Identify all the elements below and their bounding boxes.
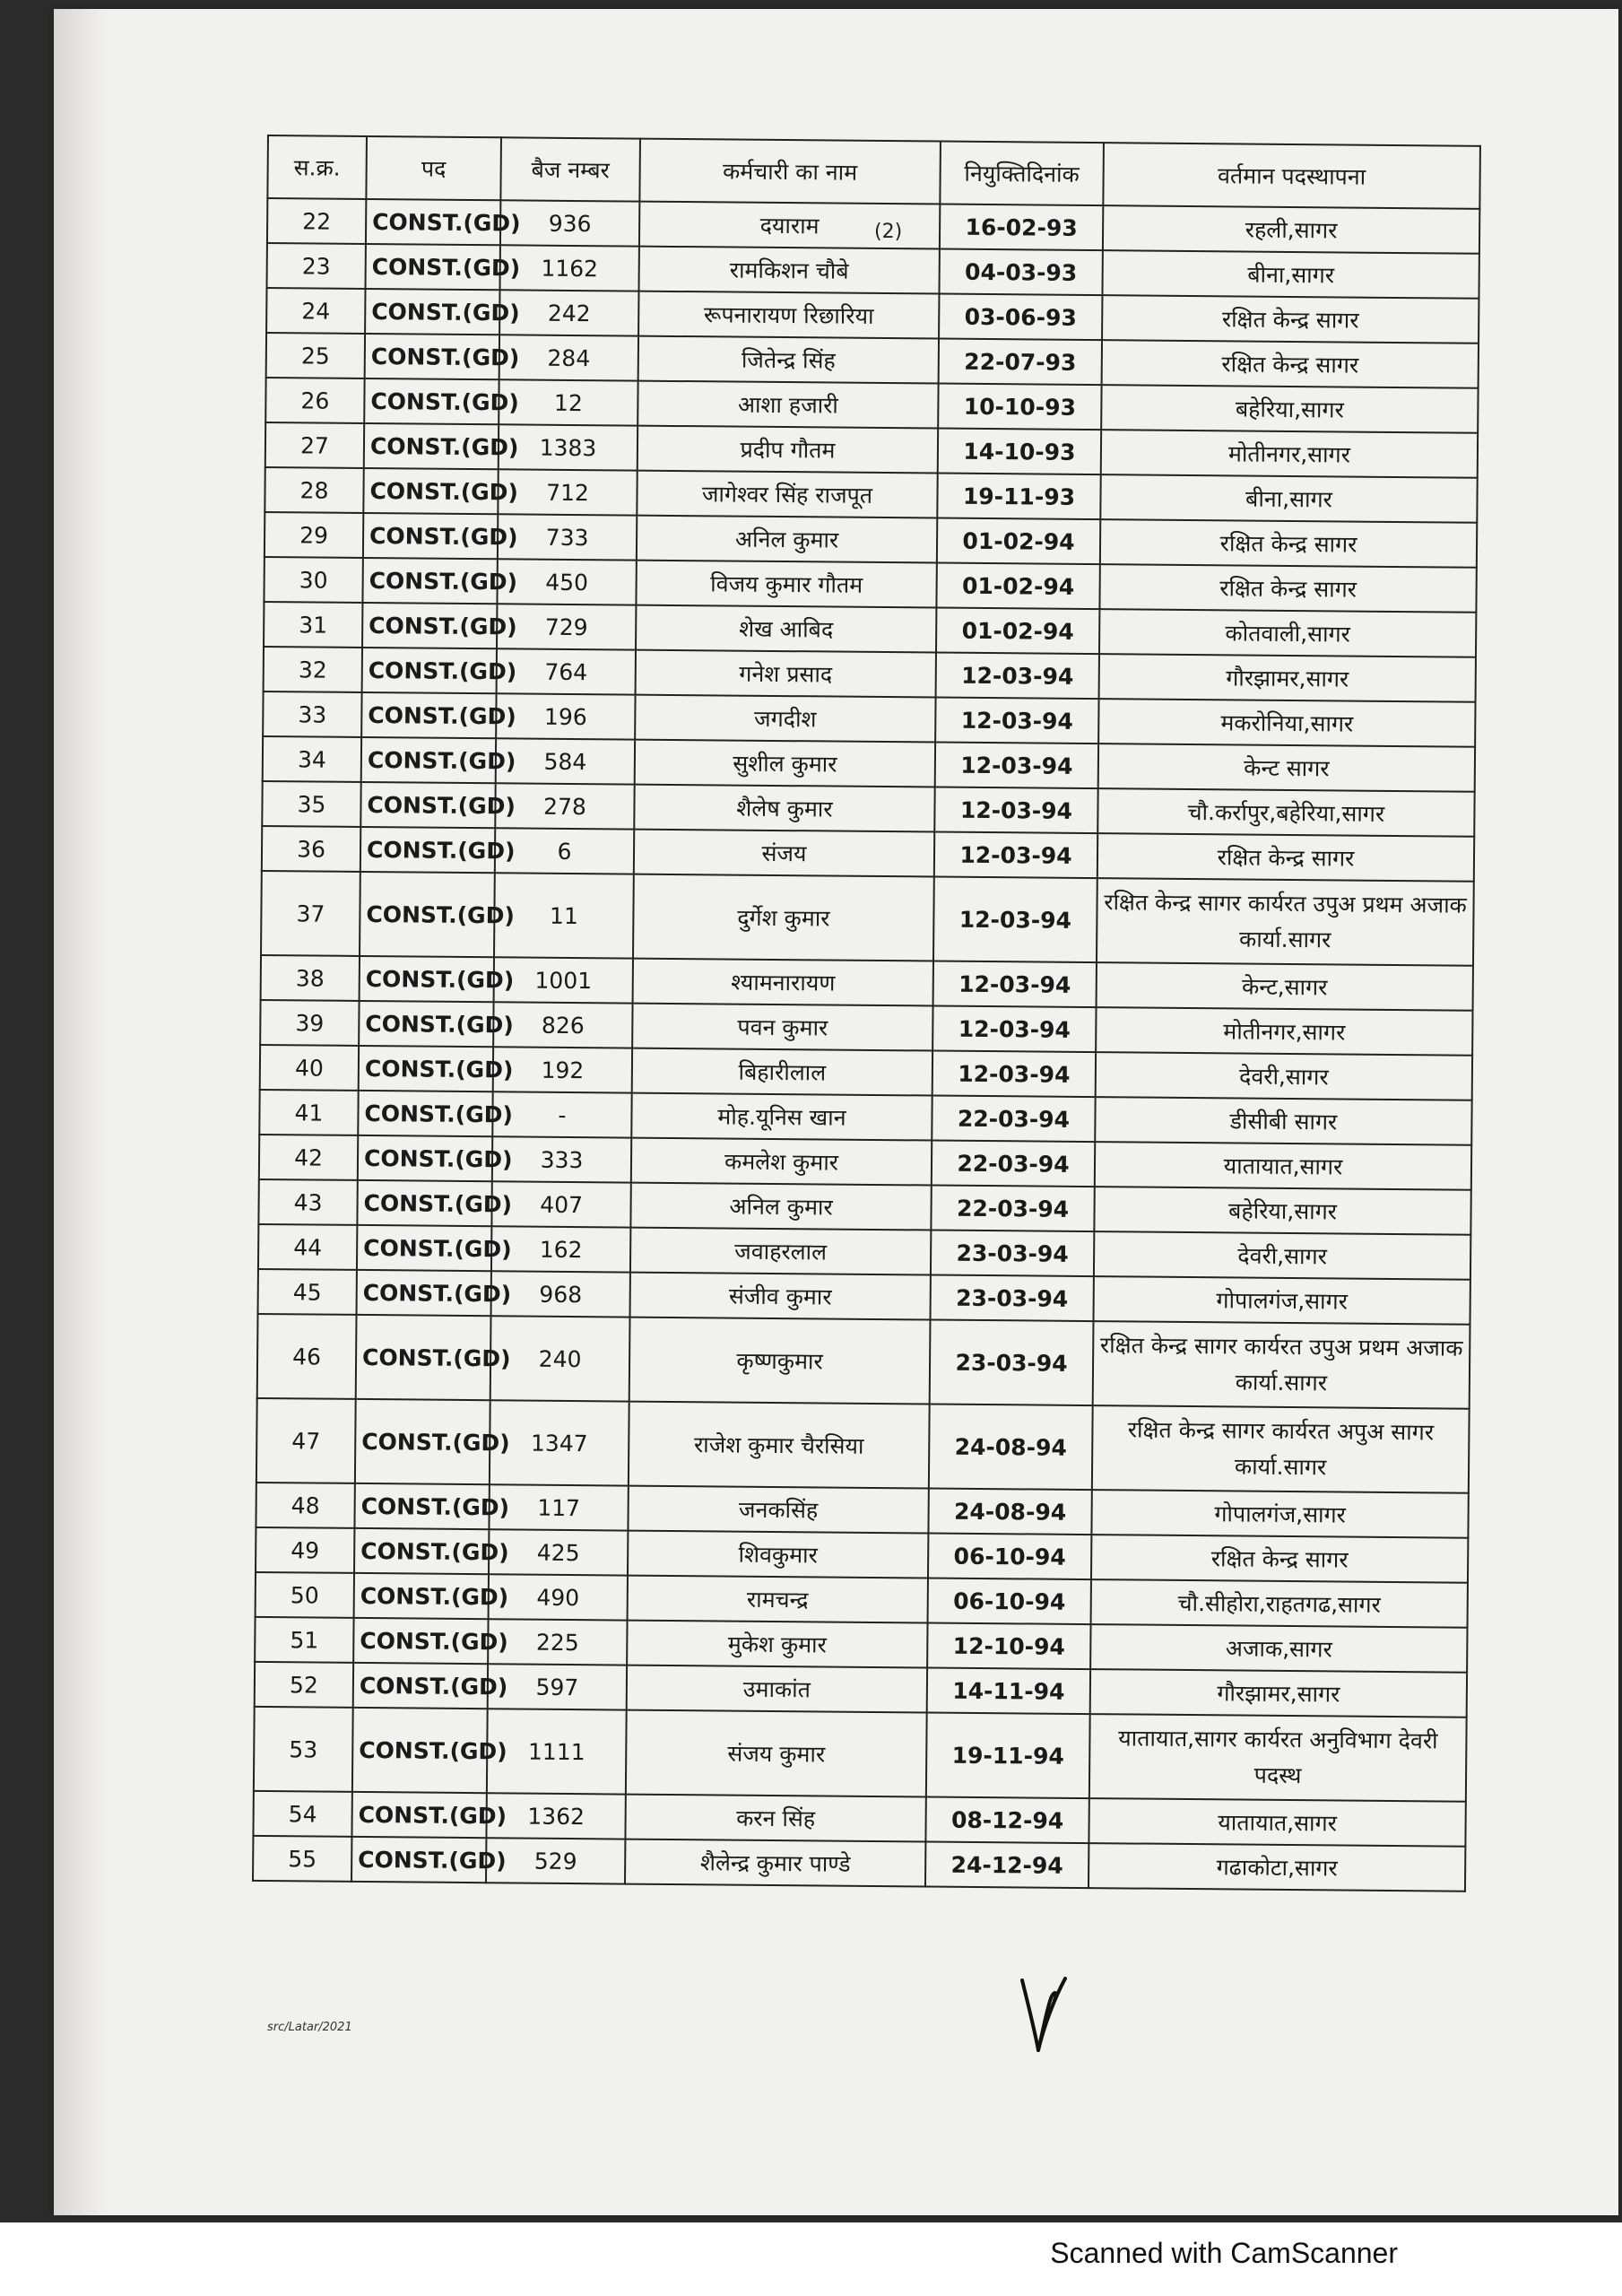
serial-cell: 49	[256, 1527, 354, 1573]
posting-cell: रक्षित केन्द्र सागर	[1097, 833, 1474, 882]
post-cell: CONST.(GD)	[353, 1663, 488, 1709]
date-cell: 12-03-94	[933, 961, 1097, 1008]
date-cell: 14-11-94	[927, 1667, 1090, 1714]
serial-cell: 48	[256, 1483, 354, 1528]
badge-cell: 425	[489, 1529, 628, 1575]
post-cell: CONST.(GD)	[362, 558, 497, 604]
badge-cell: 6	[495, 828, 634, 874]
posting-cell: बीना,सागर	[1100, 474, 1477, 523]
posting-cell: रक्षित केन्द्र सागर	[1091, 1535, 1468, 1583]
posting-cell: यातायात,सागर	[1089, 1798, 1465, 1847]
post-cell: CONST.(GD)	[357, 1270, 491, 1316]
date-cell: 14-10-93	[938, 429, 1101, 475]
post-cell: CONST.(GD)	[357, 1225, 491, 1271]
badge-cell: 529	[486, 1838, 625, 1883]
date-cell: 23-03-94	[930, 1320, 1094, 1406]
date-cell: 01-02-94	[936, 608, 1099, 655]
posting-cell: गौरझामर,सागर	[1090, 1669, 1467, 1718]
date-cell: 22-03-94	[932, 1141, 1095, 1187]
badge-cell: 1001	[494, 957, 633, 1003]
name-cell: जगदीश	[635, 695, 935, 743]
date-cell: 12-03-94	[936, 653, 1099, 700]
badge-cell: 407	[491, 1181, 630, 1227]
post-cell: CONST.(GD)	[364, 423, 499, 469]
posting-cell: मोतीनगर,सागर	[1096, 1007, 1472, 1056]
serial-cell: 52	[255, 1662, 353, 1708]
serial-cell: 50	[256, 1572, 354, 1618]
serial-cell: 53	[254, 1707, 353, 1792]
serial-cell: 34	[263, 736, 361, 782]
post-cell: CONST.(GD)	[362, 648, 497, 693]
posting-cell: बीना,सागर	[1102, 250, 1479, 299]
name-cell: श्यामनारायण	[633, 959, 933, 1006]
table-header-row	[267, 135, 1480, 209]
posting-cell: रक्षित केन्द्र सागर कार्यरत अपुअ सागर कार्या.सागर	[1092, 1405, 1470, 1493]
badge-cell: 162	[491, 1226, 630, 1272]
date-cell: 06-10-94	[928, 1578, 1091, 1624]
staff-roster-table	[252, 135, 1481, 1892]
name-cell: गनेश प्रसाद	[636, 650, 936, 698]
post-cell: CONST.(GD)	[354, 1528, 489, 1574]
badge-cell: 11	[494, 873, 634, 958]
badge-cell: 490	[489, 1574, 628, 1620]
name-cell: दुर्गेश कुमार	[633, 874, 934, 961]
posting-cell: डीसीबी सागर	[1095, 1097, 1471, 1145]
posting-cell: रक्षित केन्द्र सागर	[1100, 519, 1477, 568]
signature-mark	[1002, 1973, 1074, 2054]
name-cell: दयाराम	[639, 202, 940, 249]
serial-cell: 47	[256, 1398, 356, 1483]
name-cell: रामचन्द्र	[628, 1576, 928, 1623]
name-cell: जनकसिंह	[628, 1486, 928, 1534]
date-cell: 16-02-93	[940, 204, 1103, 251]
table-row	[261, 871, 1474, 966]
posting-cell: अजाक,सागर	[1090, 1624, 1467, 1673]
serial-cell: 54	[253, 1791, 351, 1837]
post-cell: CONST.(GD)	[351, 1792, 486, 1838]
badge-cell: 333	[492, 1136, 631, 1182]
badge-cell: 712	[498, 469, 637, 515]
posting-cell: यातायात,सागर कार्यरत अनुविभाग देवरी पदस्थ	[1089, 1714, 1467, 1802]
name-cell: जितेन्द्र सिंह	[638, 336, 939, 384]
posting-cell: चौ.कर्रापुर,बहेरिया,सागर	[1097, 788, 1474, 837]
badge-cell: 196	[496, 693, 635, 739]
name-cell: संजीव कुमार	[630, 1273, 931, 1320]
date-cell: 22-03-94	[931, 1186, 1094, 1232]
post-cell: CONST.(GD)	[366, 199, 500, 245]
badge-cell: 597	[488, 1664, 627, 1709]
posting-cell: देवरी,सागर	[1094, 1231, 1470, 1280]
post-cell: CONST.(GD)	[362, 603, 497, 648]
header-current-posting: वर्तमान पदस्थापना	[1103, 143, 1480, 209]
badge-cell: 240	[490, 1316, 630, 1401]
post-cell: CONST.(GD)	[355, 1399, 490, 1484]
name-cell: अनिल कुमार	[637, 516, 937, 563]
name-cell: मोह.यूनिस खान	[631, 1093, 932, 1141]
date-cell: 12-03-94	[932, 1051, 1096, 1098]
posting-cell: रहली,सागर	[1103, 205, 1479, 254]
date-cell: 23-03-94	[930, 1275, 1093, 1322]
post-cell: CONST.(GD)	[354, 1573, 489, 1619]
date-cell: 04-03-93	[939, 249, 1102, 296]
badge-cell: -	[492, 1091, 631, 1137]
serial-cell: 40	[260, 1045, 359, 1091]
date-cell: 12-03-94	[933, 877, 1097, 963]
serial-cell: 37	[261, 871, 360, 956]
name-cell: करन सिंह	[625, 1795, 925, 1842]
name-cell: कमलेश कुमार	[631, 1138, 932, 1186]
date-cell: 01-02-94	[937, 518, 1100, 565]
serial-cell: 39	[260, 1000, 359, 1046]
badge-cell: 225	[488, 1619, 627, 1665]
name-cell: शिवकुमार	[628, 1531, 928, 1578]
posting-cell: बहेरिया,सागर	[1101, 385, 1478, 433]
serial-cell: 41	[259, 1090, 358, 1135]
badge-cell: 826	[493, 1002, 632, 1048]
serial-cell: 29	[265, 512, 363, 558]
post-cell: CONST.(GD)	[361, 737, 496, 783]
date-cell: 24-08-94	[928, 1488, 1091, 1535]
date-cell: 12-10-94	[927, 1622, 1090, 1669]
posting-cell: गौरझामर,सागर	[1099, 654, 1476, 702]
name-cell: रामकिशन चौबे	[638, 247, 939, 294]
badge-cell: 584	[496, 738, 635, 784]
table-row	[254, 1707, 1467, 1802]
header-serial: स.क्र.	[267, 135, 367, 199]
serial-cell: 22	[267, 198, 366, 244]
posting-cell: गोपालगंज,सागर	[1093, 1276, 1470, 1325]
roster-body	[253, 198, 1479, 1892]
date-cell: 24-12-94	[925, 1841, 1089, 1888]
post-cell: CONST.(GD)	[360, 782, 495, 828]
posting-cell: चौ.सीहोरा,राहतगढ,सागर	[1091, 1579, 1468, 1628]
post-cell: CONST.(GD)	[366, 244, 500, 290]
date-cell: 06-10-94	[928, 1533, 1091, 1579]
posting-cell: यातायात,सागर	[1095, 1142, 1471, 1190]
posting-cell: गढाकोटा,सागर	[1089, 1843, 1465, 1892]
name-cell: मुकेश कुमार	[627, 1621, 927, 1668]
serial-cell: 42	[259, 1135, 358, 1180]
name-cell: सुशील कुमार	[635, 740, 935, 787]
badge-cell: 1347	[490, 1400, 629, 1485]
serial-cell: 46	[257, 1314, 357, 1399]
page-number: (2)	[874, 221, 903, 243]
name-cell: जवाहरलाल	[630, 1228, 931, 1275]
post-cell: CONST.(GD)	[361, 692, 496, 738]
post-cell: CONST.(GD)	[363, 468, 498, 514]
badge-cell: 729	[497, 604, 636, 649]
name-cell: रूपनारायण रिछारिया	[638, 291, 939, 339]
serial-cell: 32	[264, 647, 362, 692]
posting-cell: मकरोनिया,सागर	[1098, 699, 1475, 747]
posting-cell: मोतीनगर,सागर	[1101, 430, 1478, 478]
header-badge-number: बैज नम्बर	[500, 137, 640, 201]
name-cell: पवन कुमार	[632, 1004, 932, 1051]
serial-cell: 44	[258, 1224, 357, 1270]
post-cell: CONST.(GD)	[353, 1618, 488, 1664]
serial-cell: 43	[258, 1179, 357, 1225]
date-cell: 22-07-93	[939, 339, 1102, 386]
badge-cell: 284	[499, 335, 638, 380]
serial-cell: 36	[262, 826, 360, 872]
name-cell: शैलेन्द्र कुमार पाण्डे	[625, 1839, 925, 1887]
post-cell: CONST.(GD)	[359, 1046, 493, 1091]
post-cell: CONST.(GD)	[358, 1091, 492, 1136]
badge-cell: 936	[500, 200, 639, 246]
serial-cell: 55	[253, 1836, 351, 1882]
badge-cell: 1162	[499, 245, 638, 291]
header-appointment-date: नियुक्तिदिनांक	[940, 142, 1104, 206]
post-cell: CONST.(GD)	[358, 1135, 492, 1181]
serial-cell: 45	[258, 1269, 357, 1315]
posting-cell: रक्षित केन्द्र सागर	[1102, 340, 1479, 388]
serial-cell: 28	[265, 467, 363, 513]
posting-cell: रक्षित केन्द्र सागर	[1102, 295, 1479, 344]
name-cell: अनिल कुमार	[630, 1183, 931, 1231]
posting-cell: गोपालगंज,सागर	[1091, 1490, 1468, 1538]
scanner-footer-bar	[0, 2222, 1622, 2296]
header-employee-name: कर्मचारी का नाम	[639, 139, 941, 204]
date-cell: 10-10-93	[938, 384, 1101, 430]
badge-cell: 450	[497, 559, 636, 604]
post-cell: CONST.(GD)	[357, 1180, 491, 1226]
post-cell: CONST.(GD)	[352, 1708, 488, 1793]
post-cell: CONST.(GD)	[354, 1483, 489, 1529]
serial-cell: 30	[264, 557, 362, 603]
posting-cell: रक्षित केन्द्र सागर कार्यरत उपुअ प्रथम अजाक कार्या.सागर	[1097, 878, 1474, 966]
date-cell: 24-08-94	[929, 1405, 1093, 1491]
name-cell: आशा हजारी	[638, 381, 938, 429]
serial-cell: 38	[261, 955, 360, 1001]
badge-cell: 278	[495, 783, 634, 829]
post-cell: CONST.(GD)	[359, 1001, 493, 1047]
name-cell: प्रदीप गौतम	[638, 426, 938, 474]
badge-cell: 192	[493, 1047, 632, 1092]
badge-cell: 12	[499, 379, 638, 425]
posting-cell: कोतवाली,सागर	[1099, 609, 1476, 657]
name-cell: शेख आबिद	[636, 605, 936, 653]
serial-cell: 51	[255, 1617, 353, 1663]
name-cell: उमाकांत	[627, 1665, 927, 1713]
serial-cell: 31	[264, 602, 362, 648]
date-cell: 22-03-94	[932, 1096, 1095, 1143]
post-cell: CONST.(GD)	[360, 872, 495, 957]
table-row	[257, 1314, 1470, 1409]
posting-cell: केन्ट,सागर	[1097, 962, 1473, 1011]
post-cell: CONST.(GD)	[364, 378, 499, 424]
post-cell: CONST.(GD)	[365, 334, 499, 379]
name-cell: कृष्णकुमार	[629, 1318, 931, 1405]
posting-cell: बहेरिया,सागर	[1094, 1187, 1470, 1235]
badge-cell: 117	[489, 1484, 628, 1530]
name-cell: संजय	[634, 830, 934, 877]
posting-cell: केन्ट सागर	[1098, 744, 1475, 792]
serial-cell: 35	[262, 781, 360, 827]
date-cell: 01-02-94	[936, 563, 1099, 610]
date-cell: 19-11-93	[937, 474, 1100, 520]
badge-cell: 968	[491, 1271, 630, 1317]
name-cell: शैलेष कुमार	[634, 785, 934, 832]
badge-cell: 1383	[499, 424, 638, 470]
post-cell: CONST.(GD)	[363, 513, 498, 559]
date-cell: 12-03-94	[935, 698, 1098, 744]
table-row	[253, 1836, 1465, 1892]
scanner-watermark: Scanned with CamScanner	[1050, 2237, 1398, 2269]
badge-cell: 1362	[486, 1793, 625, 1839]
posting-cell: रक्षित केन्द्र सागर कार्यरत उपुअ प्रथम अजाक कार्या.सागर	[1093, 1321, 1470, 1409]
post-cell: CONST.(GD)	[351, 1837, 486, 1883]
badge-cell: 242	[499, 290, 638, 335]
serial-cell: 25	[266, 333, 365, 378]
post-cell: CONST.(GD)	[365, 289, 499, 335]
header-post: पद	[366, 136, 501, 200]
footer-code: src/Latar/2021	[267, 2021, 352, 2034]
date-cell: 23-03-94	[931, 1231, 1094, 1277]
name-cell: राजेश कुमार चैरसिया	[629, 1402, 930, 1489]
serial-cell: 26	[265, 378, 364, 423]
date-cell: 08-12-94	[925, 1796, 1089, 1843]
date-cell: 12-03-94	[934, 832, 1097, 879]
posting-cell: रक्षित केन्द्र सागर	[1099, 564, 1476, 613]
serial-cell: 23	[267, 243, 366, 289]
serial-cell: 33	[263, 691, 361, 737]
name-cell: बिहारीलाल	[632, 1048, 932, 1096]
name-cell: संजय कुमार	[626, 1710, 927, 1797]
date-cell: 19-11-94	[926, 1712, 1090, 1798]
date-cell: 12-03-94	[934, 787, 1097, 834]
date-cell: 12-03-94	[932, 1006, 1096, 1053]
date-cell: 12-03-94	[935, 743, 1098, 789]
name-cell: विजय कुमार गौतम	[636, 561, 936, 608]
date-cell: 03-06-93	[939, 294, 1102, 341]
post-cell: CONST.(GD)	[360, 827, 495, 873]
table-row	[256, 1398, 1470, 1493]
post-cell: CONST.(GD)	[356, 1315, 491, 1400]
name-cell: जागेश्वर सिंह राजपूत	[637, 471, 937, 518]
serial-cell: 24	[266, 288, 365, 334]
badge-cell: 1111	[487, 1709, 627, 1794]
serial-cell: 27	[265, 422, 364, 468]
posting-cell: देवरी,सागर	[1096, 1052, 1472, 1100]
badge-cell: 764	[497, 648, 636, 694]
post-cell: CONST.(GD)	[360, 956, 494, 1002]
badge-cell: 733	[498, 514, 637, 560]
